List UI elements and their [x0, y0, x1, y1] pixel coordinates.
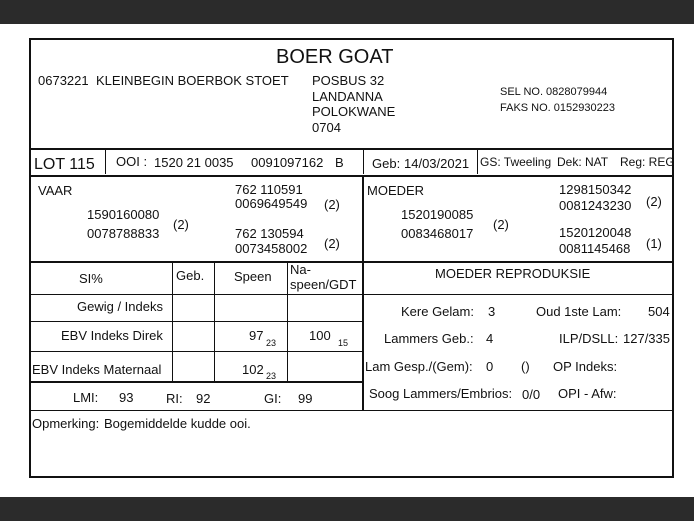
perf-header-speen: Speen	[234, 269, 272, 284]
perf-header-geb: Geb.	[176, 268, 205, 283]
ilp-value: 127/335	[623, 331, 670, 346]
perf-header-speen-gdt: speen/GDT	[290, 277, 357, 292]
gesp-label: Lam Gesp./(Gem):	[365, 359, 473, 374]
oud-value: 504	[648, 304, 670, 319]
dek-status: Dek: NAT	[557, 155, 609, 169]
vaar-gs-top-count: (2)	[324, 197, 340, 212]
bottom-dark-band	[0, 497, 694, 521]
vaar-gs-top-1: 762 110591	[235, 182, 303, 197]
faks-number: FAKS NO. 0152930223	[500, 102, 615, 114]
lmi-value: 93	[119, 390, 134, 405]
kere-label: Kere Gelam:	[401, 304, 474, 319]
vaar-gs-top-2: 0069649549	[235, 196, 308, 211]
reg-status: Reg: REG	[620, 155, 675, 169]
ooi-label: OOI :	[116, 154, 148, 169]
card-title: BOER GOAT	[276, 46, 394, 68]
repro-title-line	[363, 294, 672, 295]
vaar-gs-bot-2: 0073458002	[235, 241, 308, 256]
moeder-id-2: 0083468017	[401, 226, 474, 241]
owner-name: KLEINBEGIN BOERBOK STOET	[96, 73, 289, 88]
divider-lot-row	[31, 175, 672, 177]
gs-status: GS: Tweeling	[480, 155, 552, 169]
perf-speen-value: 97	[249, 328, 264, 343]
lmi-label: LMI:	[73, 390, 99, 405]
vaar-id-2: 0078788833	[87, 226, 160, 241]
vaar-id-1: 1590160080	[87, 207, 160, 222]
perf-col-2	[214, 262, 215, 382]
moeder-gs-bot-count: (1)	[646, 236, 662, 251]
ooi-number: 0091097162	[251, 155, 324, 170]
divider-geb	[363, 150, 364, 174]
perf-col-3	[287, 262, 288, 382]
divider-lot	[105, 150, 106, 174]
gi-value: 99	[298, 391, 313, 406]
moeder-gs-bot-1: 1520120048	[559, 225, 632, 240]
address-line-3: POLOKWANE	[312, 104, 396, 119]
address-line-4: 0704	[312, 120, 341, 135]
sel-number: SEL NO. 0828079944	[500, 86, 608, 98]
perf-speen-count: 23	[266, 371, 277, 381]
perf-row-label: EBV Indeks Direk	[61, 328, 163, 343]
ooi-grade: B	[335, 155, 344, 170]
kere-value: 3	[488, 304, 496, 319]
moeder-gs-top-count: (2)	[646, 194, 662, 209]
ooi-id: 1520 21 0035	[154, 155, 234, 170]
perf-col-1	[172, 262, 173, 382]
geb-date: 14/03/2021	[404, 156, 470, 171]
moeder-gs-top-1: 1298150342	[559, 182, 632, 197]
perf-row-line-3	[31, 351, 362, 352]
perf-row-line-1	[31, 294, 362, 295]
oud-label: Oud 1ste Lam:	[536, 304, 622, 319]
ri-value: 92	[196, 391, 211, 406]
perf-speen-count: 23	[266, 338, 277, 348]
perf-na-value: 100	[309, 328, 331, 343]
perf-row-line-4	[31, 381, 362, 383]
top-dark-band	[0, 0, 694, 24]
perf-row-line-2	[31, 321, 362, 322]
ilp-label: ILP/DSLL:	[559, 331, 619, 346]
perf-speen-value: 102	[242, 362, 264, 377]
address-line-1: POSBUS 32	[312, 73, 385, 88]
address-line-2: LANDANNA	[312, 89, 383, 104]
gesp-value: 0	[486, 359, 494, 374]
lammers-label: Lammers Geb.:	[384, 331, 474, 346]
op-label: OP Indeks:	[553, 359, 618, 374]
lammers-value: 4	[486, 331, 494, 346]
perf-row-label: EBV Indeks Maternaal	[32, 362, 162, 377]
vaar-label: VAAR	[38, 183, 73, 198]
owner-code: 0673221	[38, 73, 89, 88]
moeder-label: MOEDER	[367, 183, 425, 198]
moeder-count: (2)	[493, 217, 509, 232]
perf-header-si: SI%	[79, 271, 103, 286]
perf-row-label: Gewig / Indeks	[77, 299, 163, 314]
lot-card	[29, 38, 674, 478]
ri-label: RI:	[166, 391, 183, 406]
perf-na-count: 15	[338, 338, 349, 348]
divider-pedigree-center	[362, 177, 364, 261]
moeder-gs-bot-2: 0081145468	[559, 241, 631, 256]
opi-label: OPI - Afw:	[558, 386, 617, 401]
divider-pedigree	[31, 261, 672, 263]
divider-opmerking	[31, 410, 672, 411]
opmerking-label: Opmerking:	[32, 416, 100, 431]
lot-number: LOT 115	[34, 156, 95, 173]
opmerking-text: Bogemiddelde kudde ooi.	[104, 416, 251, 431]
vaar-count: (2)	[173, 217, 189, 232]
geb-label: Geb:	[372, 156, 401, 171]
divider-perf-repro	[362, 262, 364, 410]
divider-header	[31, 148, 672, 150]
soog-label: Soog Lammers/Embrios:	[369, 386, 513, 401]
perf-header-na: Na-	[290, 262, 311, 277]
gi-label: GI:	[264, 391, 282, 406]
gesp-paren: ()	[521, 359, 530, 374]
vaar-gs-bot-1: 762 130594	[235, 226, 304, 241]
soog-value: 0/0	[522, 387, 541, 402]
repro-title: MOEDER REPRODUKSIE	[435, 266, 591, 281]
moeder-gs-top-2: 0081243230	[559, 198, 632, 213]
moeder-id-1: 1520190085	[401, 207, 474, 222]
vaar-gs-bot-count: (2)	[324, 236, 340, 251]
divider-gs	[477, 150, 478, 174]
